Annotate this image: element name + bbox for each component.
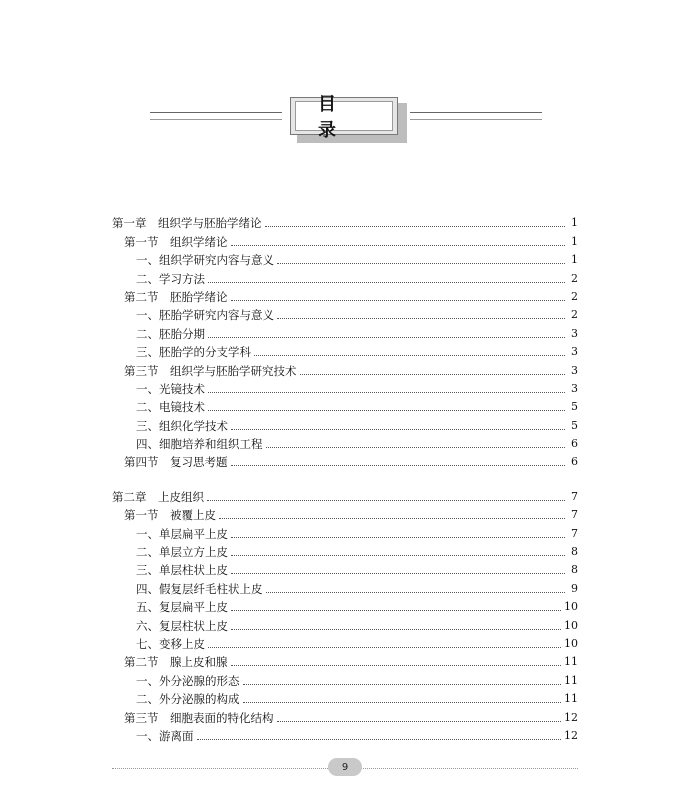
page-title: 目录 [318, 94, 358, 141]
toc-section-entry[interactable] [112, 451, 578, 469]
dot-leader [277, 262, 565, 264]
toc-entry-text: 四、细胞培养和组织工程 [136, 437, 263, 452]
dot-leader [219, 517, 565, 519]
toc-entry-text: 第一章 组织学与胚胎学绪论 [112, 216, 262, 231]
toc-entry-text: 二、外分泌腺的构成 [136, 692, 240, 707]
toc-entry-text: 二、单层立方上皮 [136, 545, 228, 560]
toc-entry-page: 9 [571, 581, 578, 595]
toc-entry-page: 11 [564, 673, 578, 687]
toc-subsection-entry[interactable] [112, 596, 578, 614]
toc-subsection-entry[interactable] [112, 541, 578, 559]
toc-entry-page: 11 [564, 655, 578, 669]
dot-leader [231, 572, 565, 574]
dot-leader [300, 373, 566, 375]
toc-entry-text: 第三节 细胞表面的特化结构 [124, 710, 274, 725]
toc-entry-page: 2 [571, 271, 578, 285]
toc-entry-page: 2 [571, 308, 578, 322]
toc-section-entry[interactable] [112, 286, 578, 304]
toc-entry-page: 1 [571, 253, 578, 267]
left-rule-bottom [150, 119, 282, 120]
toc-subsection-entry[interactable] [112, 414, 578, 432]
toc-entry-page: 10 [564, 618, 578, 632]
toc-entry-text: 二、胚胎分期 [136, 326, 205, 341]
toc-section-entry[interactable] [112, 230, 578, 248]
toc-subsection-entry[interactable] [112, 322, 578, 340]
right-rule-bottom [410, 119, 542, 120]
toc-entry-text: 一、外分泌腺的形态 [136, 673, 240, 688]
toc-subsection-entry[interactable] [112, 522, 578, 540]
dot-leader [231, 609, 561, 611]
toc-entry-page: 1 [571, 216, 578, 230]
page-number: 9 [341, 761, 349, 773]
toc-entry-page: 1 [571, 234, 578, 248]
toc-subsection-entry[interactable] [112, 669, 578, 687]
toc-subsection-entry[interactable] [112, 633, 578, 651]
toc-entry-text: 一、单层扁平上皮 [136, 526, 228, 541]
right-rule-top [410, 112, 542, 113]
toc-entry-text: 第一节 被覆上皮 [124, 508, 216, 523]
toc-section-entry[interactable] [112, 706, 578, 724]
title-inner-frame [295, 94, 393, 141]
toc-entry-text: 三、胚胎学的分支学科 [136, 345, 251, 360]
toc-subsection-entry[interactable] [112, 378, 578, 396]
toc-entry-page: 3 [571, 326, 578, 340]
toc-subsection-entry[interactable] [112, 396, 578, 414]
toc-entry-text: 二、学习方法 [136, 271, 205, 286]
toc-entry-text: 五、复层扁平上皮 [136, 600, 228, 615]
toc-entry-page: 5 [571, 400, 578, 414]
toc-entry-text: 一、游离面 [136, 728, 194, 743]
dot-leader [266, 446, 566, 448]
toc-subsection-entry[interactable] [112, 433, 578, 451]
toc-entry-page: 6 [571, 437, 578, 451]
toc-section-entry[interactable] [112, 359, 578, 377]
toc-entry-page: 6 [571, 455, 578, 469]
toc-subsection-entry[interactable] [112, 267, 578, 285]
dot-leader [208, 391, 565, 393]
section-gap [112, 469, 578, 485]
dot-leader [231, 628, 561, 630]
toc-entry-text: 一、组织学研究内容与意义 [136, 253, 274, 268]
toc-entry-page: 8 [571, 563, 578, 577]
toc-entry-text: 第一节 组织学绪论 [124, 234, 228, 249]
toc-entry-text: 第二节 胚胎学绪论 [124, 289, 228, 304]
toc-entry-page: 5 [571, 418, 578, 432]
toc-entry-text: 三、组织化学技术 [136, 418, 228, 433]
dot-leader [277, 317, 565, 319]
toc-entry-page: 7 [571, 526, 578, 540]
dot-leader [265, 225, 566, 227]
toc-subsection-entry[interactable] [112, 577, 578, 595]
toc-entry-page: 3 [571, 345, 578, 359]
toc-entry-page: 3 [571, 363, 578, 377]
dot-leader [231, 299, 566, 301]
toc-entry-text: 第三节 组织学与胚胎学研究技术 [124, 363, 297, 378]
dot-leader [208, 646, 561, 648]
toc-section-entry[interactable] [112, 651, 578, 669]
toc-subsection-entry[interactable] [112, 688, 578, 706]
dot-leader [231, 244, 566, 246]
dot-leader [208, 281, 565, 283]
dot-leader [208, 336, 565, 338]
toc-entry-page: 2 [571, 289, 578, 303]
toc-entry-page: 7 [571, 489, 578, 503]
dot-leader [254, 354, 565, 356]
title-box [290, 94, 398, 141]
toc-subsection-entry[interactable] [112, 725, 578, 743]
toc-chapter-entry[interactable] [112, 485, 578, 503]
dot-leader [266, 591, 566, 593]
dot-leader [231, 664, 562, 666]
toc-subsection-entry[interactable] [112, 614, 578, 632]
toc-entry-page: 8 [571, 545, 578, 559]
dot-leader [277, 720, 562, 722]
left-rule-top [150, 112, 282, 113]
dot-leader [243, 701, 562, 703]
toc-entry-page: 12 [564, 728, 578, 742]
dot-leader [208, 409, 565, 411]
toc-entry-text: 第四节 复习思考题 [124, 455, 228, 470]
toc-entry-text: 一、胚胎学研究内容与意义 [136, 308, 274, 323]
toc-entry-page: 10 [564, 636, 578, 650]
toc-section-entry[interactable] [112, 504, 578, 522]
dot-leader [243, 683, 562, 685]
dot-leader [231, 554, 565, 556]
toc-entry-page: 11 [564, 692, 578, 706]
table-of-contents [112, 212, 578, 743]
toc-chapter-entry[interactable] [112, 212, 578, 230]
toc-subsection-entry[interactable] [112, 304, 578, 322]
toc-entry-text: 二、电镜技术 [136, 400, 205, 415]
toc-entry-text: 一、光镜技术 [136, 381, 205, 396]
toc-subsection-entry[interactable] [112, 559, 578, 577]
dot-leader [207, 499, 565, 501]
toc-entry-text: 六、复层柱状上皮 [136, 618, 228, 633]
toc-title-block [0, 95, 679, 145]
dot-leader [231, 536, 565, 538]
dot-leader [197, 738, 562, 740]
toc-entry-page: 10 [564, 600, 578, 614]
toc-subsection-entry[interactable] [112, 341, 578, 359]
toc-subsection-entry[interactable] [112, 249, 578, 267]
toc-entry-text: 第二节 腺上皮和腺 [124, 655, 228, 670]
dot-leader [231, 428, 565, 430]
toc-entry-page: 12 [564, 710, 578, 724]
page-number-badge [328, 758, 362, 776]
toc-entry-text: 七、变移上皮 [136, 636, 205, 651]
toc-entry-text: 三、单层柱状上皮 [136, 563, 228, 578]
dot-leader [231, 464, 566, 466]
toc-entry-text: 四、假复层纤毛柱状上皮 [136, 581, 263, 596]
toc-entry-text: 第二章 上皮组织 [112, 489, 204, 504]
toc-entry-page: 7 [571, 508, 578, 522]
toc-entry-page: 3 [571, 381, 578, 395]
